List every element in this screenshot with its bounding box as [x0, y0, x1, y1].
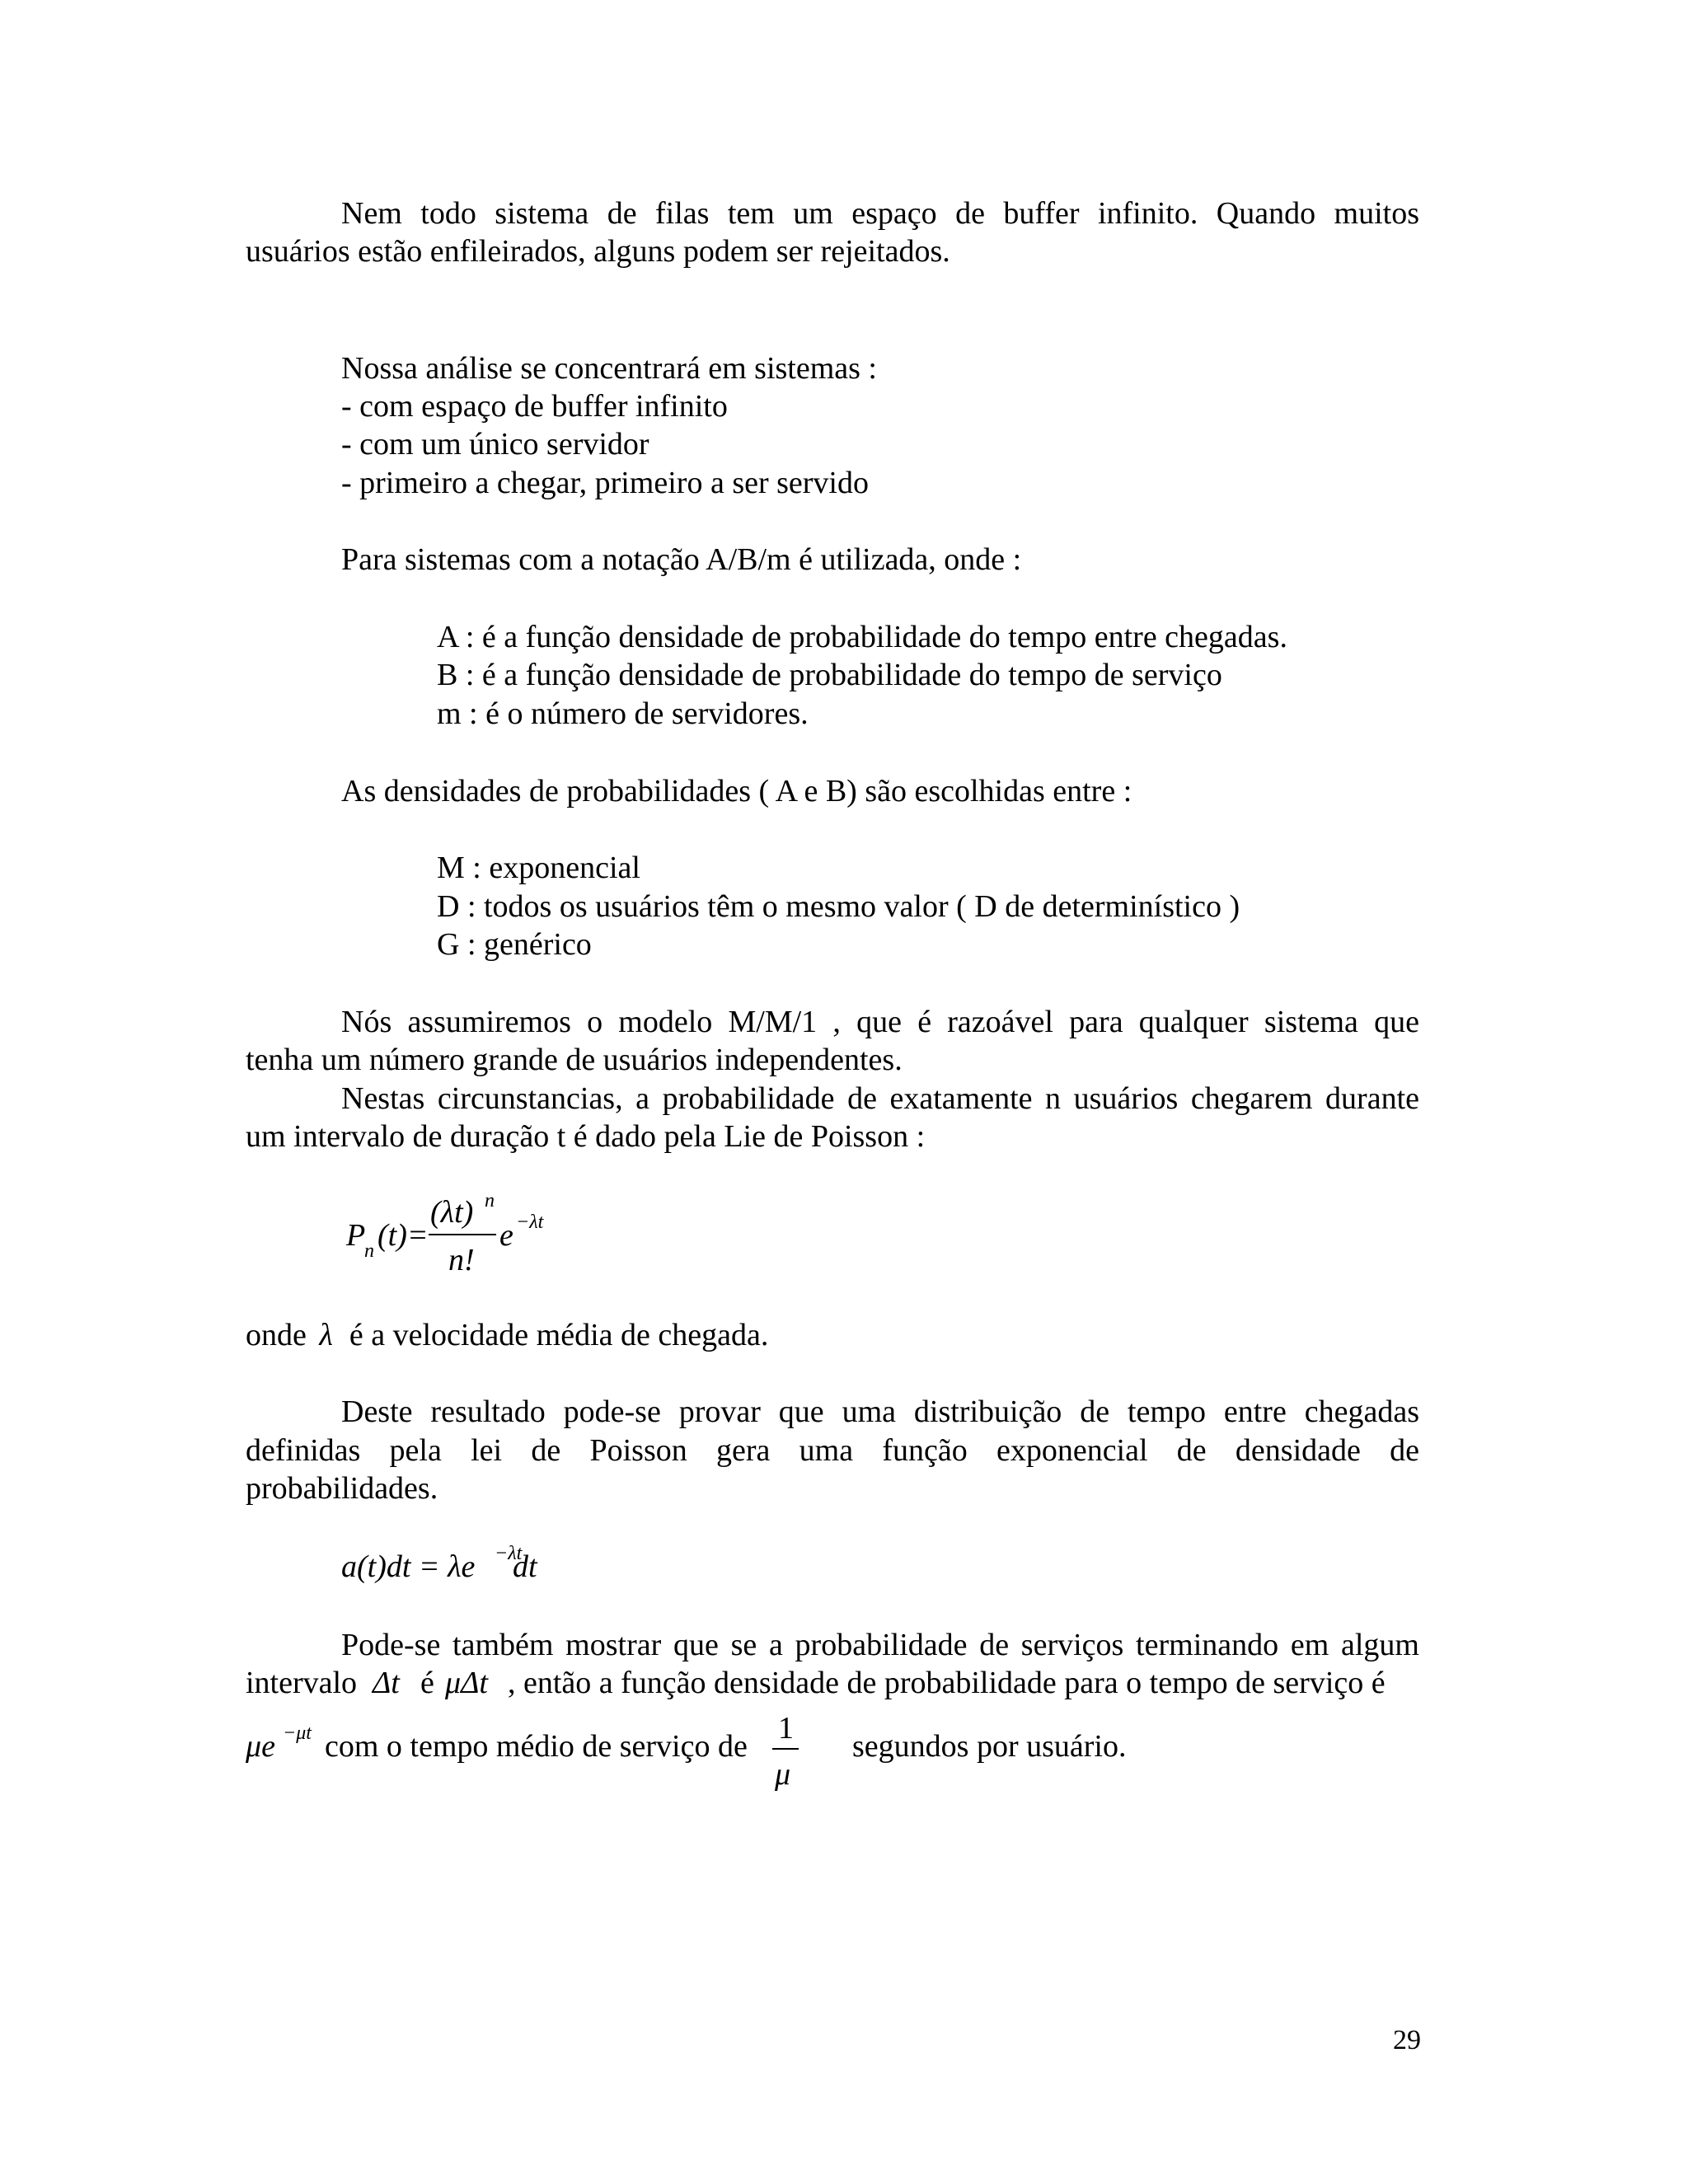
analysis-item: - primeiro a chegar, primeiro a ser servido: [341, 466, 869, 500]
service-line2-b: é: [420, 1666, 434, 1700]
page-number: 29: [1393, 2025, 1421, 2055]
analysis-item: - com espaço de buffer infinito: [341, 389, 728, 424]
formula1-lhs: P: [346, 1218, 366, 1253]
lambda-note-post: é a velocidade média de chegada.: [349, 1318, 769, 1352]
formula1-numerator-sup: n: [485, 1190, 495, 1212]
formula1-denominator: n!: [448, 1243, 475, 1277]
formula1-fraction-bar: [429, 1234, 496, 1235]
service-line2-a: intervalo: [246, 1666, 358, 1700]
service-line2-delta-t: Δt: [373, 1666, 400, 1700]
service-line2-c: , então a função densidade de probabilidade para o tempo de serviço é: [508, 1666, 1386, 1700]
formula1-lhs-arg: (t)=: [377, 1218, 429, 1253]
lambda-note: [246, 1316, 768, 1354]
model-line1: Nós assumiremos o modelo M/M/1 , que é razoável para qualquer sistema que: [341, 1005, 1419, 1039]
notation-item: A : é a função densidade de probabilidade do tempo entre chegadas.: [437, 620, 1287, 654]
service-line1: Pode-se também mostrar que se a probabilidade de serviços terminando em algum: [341, 1628, 1419, 1662]
formula2-sup: −λt: [495, 1543, 523, 1564]
lambda-note-pre: onde: [246, 1318, 315, 1352]
result-line2: definidas pela lei de Poisson gera uma função exponencial de densidade de: [246, 1433, 1419, 1468]
model-line2: tenha um número grande de usuários independentes.: [246, 1043, 903, 1077]
service-line3-sup: −μt: [283, 1722, 312, 1744]
model-line3: Nestas circunstancias, a probabilidade de exatamente n usuários chegarem durante: [341, 1081, 1419, 1116]
formula1-exp-sup: −λt: [516, 1212, 544, 1233]
densities-intro: As densidades de probabilidades ( A e B) são escolhidas entre :: [341, 774, 1132, 808]
service-line3-b: segundos por usuário.: [852, 1729, 1127, 1764]
analysis-intro: Nossa análise se concentrará em sistemas :: [341, 351, 877, 386]
formula1-exp-base: e: [499, 1218, 513, 1253]
result-line3: probabilidades.: [246, 1471, 438, 1506]
formula2-left: a(t)dt = λe: [341, 1549, 476, 1584]
formula1-numerator: (λt): [430, 1195, 474, 1230]
paragraph1-line2: usuários estão enfileirados, alguns podem ser rejeitados.: [246, 234, 950, 269]
model-line4: um intervalo de duração t é dado pela Lie de Poisson :: [246, 1119, 926, 1154]
service-line2-mu-delta-t: μΔt: [445, 1666, 488, 1700]
formula1-lhs-sub: n: [364, 1240, 374, 1262]
formula2-right: dt: [513, 1549, 537, 1584]
density-item: M : exponencial: [437, 851, 640, 885]
notation-item: m : é o número de servidores.: [437, 696, 809, 731]
service-line3-mu-e: μe: [246, 1729, 275, 1764]
paragraph1-line1: Nem todo sistema de filas tem um espaço de buffer infinito. Quando muitos: [341, 196, 1419, 231]
analysis-item: - com um único servidor: [341, 427, 649, 462]
density-item: D : todos os usuários têm o mesmo valor ( D de determinístico ): [437, 889, 1240, 924]
service-frac-den: μ: [775, 1757, 791, 1792]
service-fraction-bar: [772, 1748, 799, 1750]
service-frac-num: 1: [778, 1711, 794, 1746]
lambda-symbol: λ: [319, 1318, 333, 1352]
result-line1: Deste resultado pode-se provar que uma distribuição de tempo entre chegadas: [341, 1394, 1419, 1429]
service-line3-a: com o tempo médio de serviço de: [325, 1729, 748, 1764]
notation-item: B : é a função densidade de probabilidade do tempo de serviço: [437, 658, 1222, 692]
density-item: G : genérico: [437, 927, 592, 962]
notation-intro: Para sistemas com a notação A/B/m é utilizada, onde :: [341, 542, 1022, 577]
